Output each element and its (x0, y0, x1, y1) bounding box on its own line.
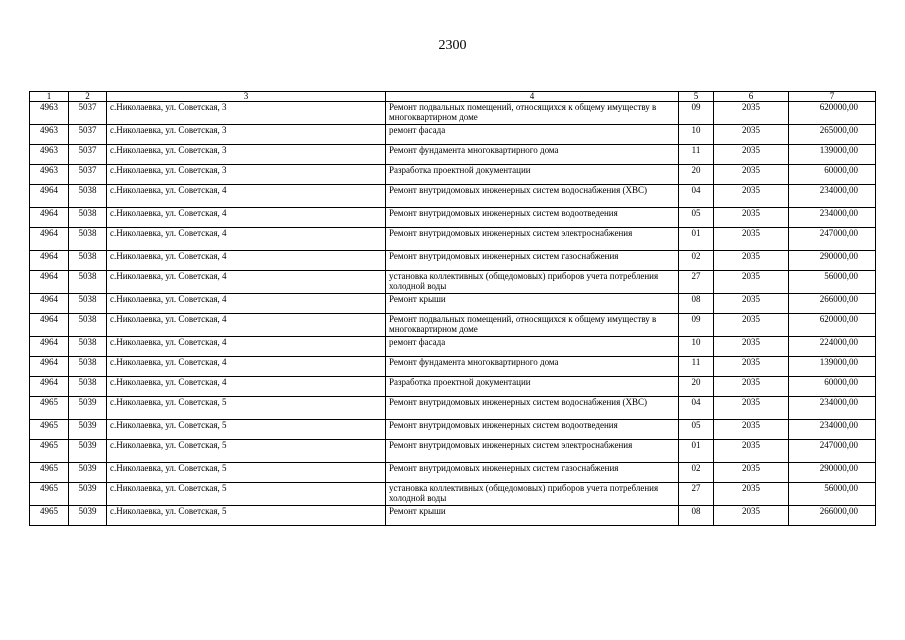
table-row (30, 208, 876, 228)
cell-work-code: 27 (679, 271, 714, 294)
cell-address: с.Николаевка, ул. Советская, 4 (107, 357, 386, 377)
cell-work-type: установка коллективных (общедомовых) приборов учета потребления холодной воды (386, 483, 679, 506)
cell-work-code: 09 (679, 314, 714, 337)
cell-work-type: Ремонт внутридомовых инженерных систем водоснабжения (ХВС) (386, 397, 679, 420)
cell-work-code: 10 (679, 125, 714, 145)
cell-work-code: 04 (679, 397, 714, 420)
cell-work-code: 09 (679, 102, 714, 125)
cell-work-code: 11 (679, 357, 714, 377)
cell-cost: 60000,00 (789, 165, 876, 185)
cell-year: 2035 (714, 185, 789, 208)
cell-year: 2035 (714, 377, 789, 397)
cell-address: с.Николаевка, ул. Советская, 4 (107, 251, 386, 271)
cell-work-code: 08 (679, 294, 714, 314)
cell-work-type: Ремонт внутридомовых инженерных систем электроснабжения (386, 228, 679, 251)
cell-cost: 56000,00 (789, 271, 876, 294)
cell-house-id: 5038 (69, 271, 107, 294)
cell-address: с.Николаевка, ул. Советская, 4 (107, 228, 386, 251)
table-row (30, 377, 876, 397)
column-header-2: 2 (69, 92, 107, 102)
table-row (30, 102, 876, 125)
cell-work-code: 02 (679, 463, 714, 483)
cell-house-id: 5037 (69, 102, 107, 125)
cell-address: с.Николаевка, ул. Советская, 5 (107, 506, 386, 526)
table-row (30, 165, 876, 185)
cell-address: с.Николаевка, ул. Советская, 4 (107, 271, 386, 294)
cell-house-id: 5039 (69, 420, 107, 440)
table-row (30, 251, 876, 271)
cell-work-code: 20 (679, 165, 714, 185)
cell-cost: 139000,00 (789, 357, 876, 377)
cell-address: с.Николаевка, ул. Советская, 4 (107, 377, 386, 397)
cell-house-id: 5038 (69, 377, 107, 397)
cell-address: с.Николаевка, ул. Советская, 3 (107, 165, 386, 185)
cell-year: 2035 (714, 145, 789, 165)
cell-year: 2035 (714, 251, 789, 271)
column-header-3: 3 (107, 92, 386, 102)
cell-year: 2035 (714, 440, 789, 463)
column-header-6: 6 (714, 92, 789, 102)
cell-row-number: 4964 (30, 208, 69, 228)
cell-cost: 234000,00 (789, 185, 876, 208)
cell-cost: 290000,00 (789, 251, 876, 271)
column-header-5: 5 (679, 92, 714, 102)
cell-work-code: 08 (679, 506, 714, 526)
cell-house-id: 5038 (69, 208, 107, 228)
cell-house-id: 5038 (69, 251, 107, 271)
cell-address: с.Николаевка, ул. Советская, 5 (107, 440, 386, 463)
cell-work-type: Ремонт фундамента многоквартирного дома (386, 357, 679, 377)
cell-row-number: 4964 (30, 251, 69, 271)
table-row (30, 185, 876, 208)
cell-cost: 265000,00 (789, 125, 876, 145)
cell-row-number: 4965 (30, 397, 69, 420)
table-row (30, 294, 876, 314)
cell-house-id: 5037 (69, 165, 107, 185)
table-row (30, 506, 876, 526)
cell-row-number: 4964 (30, 271, 69, 294)
cell-year: 2035 (714, 397, 789, 420)
cell-house-id: 5038 (69, 228, 107, 251)
cell-cost: 234000,00 (789, 420, 876, 440)
header-row (30, 92, 876, 102)
cell-work-code: 11 (679, 145, 714, 165)
cell-cost: 247000,00 (789, 440, 876, 463)
cell-work-type: Ремонт фундамента многоквартирного дома (386, 145, 679, 165)
register-table (29, 91, 876, 526)
cell-row-number: 4965 (30, 463, 69, 483)
cell-house-id: 5037 (69, 145, 107, 165)
cell-work-type: Ремонт внутридомовых инженерных систем водоотведения (386, 420, 679, 440)
cell-work-type: Ремонт внутридомовых инженерных систем водоотведения (386, 208, 679, 228)
cell-address: с.Николаевка, ул. Советская, 3 (107, 125, 386, 145)
cell-cost: 266000,00 (789, 294, 876, 314)
cell-work-code: 01 (679, 228, 714, 251)
cell-row-number: 4964 (30, 357, 69, 377)
cell-work-code: 04 (679, 185, 714, 208)
column-header-7: 7 (789, 92, 876, 102)
cell-row-number: 4964 (30, 294, 69, 314)
cell-cost: 247000,00 (789, 228, 876, 251)
cell-cost: 60000,00 (789, 377, 876, 397)
cell-work-type: Разработка проектной документации (386, 377, 679, 397)
cell-address: с.Николаевка, ул. Советская, 4 (107, 314, 386, 337)
cell-row-number: 4965 (30, 420, 69, 440)
cell-year: 2035 (714, 208, 789, 228)
cell-row-number: 4963 (30, 145, 69, 165)
cell-work-code: 05 (679, 208, 714, 228)
cell-row-number: 4965 (30, 440, 69, 463)
cell-year: 2035 (714, 125, 789, 145)
cell-address: с.Николаевка, ул. Советская, 5 (107, 420, 386, 440)
cell-house-id: 5039 (69, 506, 107, 526)
cell-address: с.Николаевка, ул. Советская, 4 (107, 208, 386, 228)
cell-work-code: 10 (679, 337, 714, 357)
cell-work-code: 20 (679, 377, 714, 397)
table-row (30, 337, 876, 357)
cell-year: 2035 (714, 314, 789, 337)
cell-house-id: 5038 (69, 294, 107, 314)
cell-cost: 224000,00 (789, 337, 876, 357)
table-row (30, 420, 876, 440)
cell-work-type: ремонт фасада (386, 125, 679, 145)
cell-row-number: 4963 (30, 165, 69, 185)
cell-cost: 234000,00 (789, 397, 876, 420)
cell-work-type: Ремонт подвальных помещений, относящихся к общему имуществу в многоквартирном доме (386, 314, 679, 337)
cell-work-type: Ремонт внутридомовых инженерных систем электроснабжения (386, 440, 679, 463)
table-row (30, 440, 876, 463)
cell-address: с.Николаевка, ул. Советская, 5 (107, 463, 386, 483)
cell-row-number: 4964 (30, 228, 69, 251)
cell-year: 2035 (714, 165, 789, 185)
cell-house-id: 5039 (69, 463, 107, 483)
page-number: 2300 (438, 38, 467, 53)
cell-year: 2035 (714, 294, 789, 314)
cell-row-number: 4964 (30, 337, 69, 357)
cell-work-type: Ремонт внутридомовых инженерных систем газоснабжения (386, 463, 679, 483)
cell-house-id: 5037 (69, 125, 107, 145)
cell-address: с.Николаевка, ул. Советская, 4 (107, 337, 386, 357)
cell-year: 2035 (714, 337, 789, 357)
cell-work-code: 01 (679, 440, 714, 463)
table-row (30, 397, 876, 420)
table-row (30, 357, 876, 377)
cell-cost: 139000,00 (789, 145, 876, 165)
cell-address: с.Николаевка, ул. Советская, 3 (107, 102, 386, 125)
cell-year: 2035 (714, 228, 789, 251)
cell-year: 2035 (714, 357, 789, 377)
cell-work-code: 05 (679, 420, 714, 440)
cell-work-type: Разработка проектной документации (386, 165, 679, 185)
cell-address: с.Николаевка, ул. Советская, 4 (107, 294, 386, 314)
cell-row-number: 4964 (30, 185, 69, 208)
cell-house-id: 5038 (69, 314, 107, 337)
table-row (30, 125, 876, 145)
cell-cost: 234000,00 (789, 208, 876, 228)
cell-cost: 620000,00 (789, 314, 876, 337)
table-row (30, 145, 876, 165)
cell-year: 2035 (714, 102, 789, 125)
column-header-1: 1 (30, 92, 69, 102)
cell-work-code: 27 (679, 483, 714, 506)
table-row (30, 228, 876, 251)
cell-row-number: 4964 (30, 314, 69, 337)
column-header-4: 4 (386, 92, 679, 102)
table-row (30, 463, 876, 483)
cell-address: с.Николаевка, ул. Советская, 5 (107, 483, 386, 506)
cell-year: 2035 (714, 483, 789, 506)
cell-year: 2035 (714, 506, 789, 526)
table-row (30, 483, 876, 506)
cell-row-number: 4964 (30, 377, 69, 397)
cell-year: 2035 (714, 271, 789, 294)
table-row (30, 271, 876, 294)
cell-cost: 290000,00 (789, 463, 876, 483)
cell-work-type: ремонт фасада (386, 337, 679, 357)
cell-house-id: 5038 (69, 337, 107, 357)
cell-work-type: Ремонт внутридомовых инженерных систем водоснабжения (ХВС) (386, 185, 679, 208)
cell-row-number: 4963 (30, 102, 69, 125)
cell-work-type: Ремонт крыши (386, 506, 679, 526)
cell-address: с.Николаевка, ул. Советская, 5 (107, 397, 386, 420)
cell-house-id: 5039 (69, 483, 107, 506)
cell-work-type: установка коллективных (общедомовых) приборов учета потребления холодной воды (386, 271, 679, 294)
cell-house-id: 5039 (69, 397, 107, 420)
cell-house-id: 5038 (69, 357, 107, 377)
cell-work-type: Ремонт подвальных помещений, относящихся к общему имуществу в многоквартирном доме (386, 102, 679, 125)
cell-work-code: 02 (679, 251, 714, 271)
cell-cost: 56000,00 (789, 483, 876, 506)
cell-row-number: 4965 (30, 483, 69, 506)
cell-house-id: 5039 (69, 440, 107, 463)
cell-work-type: Ремонт внутридомовых инженерных систем газоснабжения (386, 251, 679, 271)
cell-house-id: 5038 (69, 185, 107, 208)
cell-address: с.Николаевка, ул. Советская, 3 (107, 145, 386, 165)
cell-address: с.Николаевка, ул. Советская, 4 (107, 185, 386, 208)
cell-year: 2035 (714, 420, 789, 440)
cell-cost: 620000,00 (789, 102, 876, 125)
table-row (30, 314, 876, 337)
cell-row-number: 4963 (30, 125, 69, 145)
cell-work-type: Ремонт крыши (386, 294, 679, 314)
cell-row-number: 4965 (30, 506, 69, 526)
cell-cost: 266000,00 (789, 506, 876, 526)
cell-year: 2035 (714, 463, 789, 483)
